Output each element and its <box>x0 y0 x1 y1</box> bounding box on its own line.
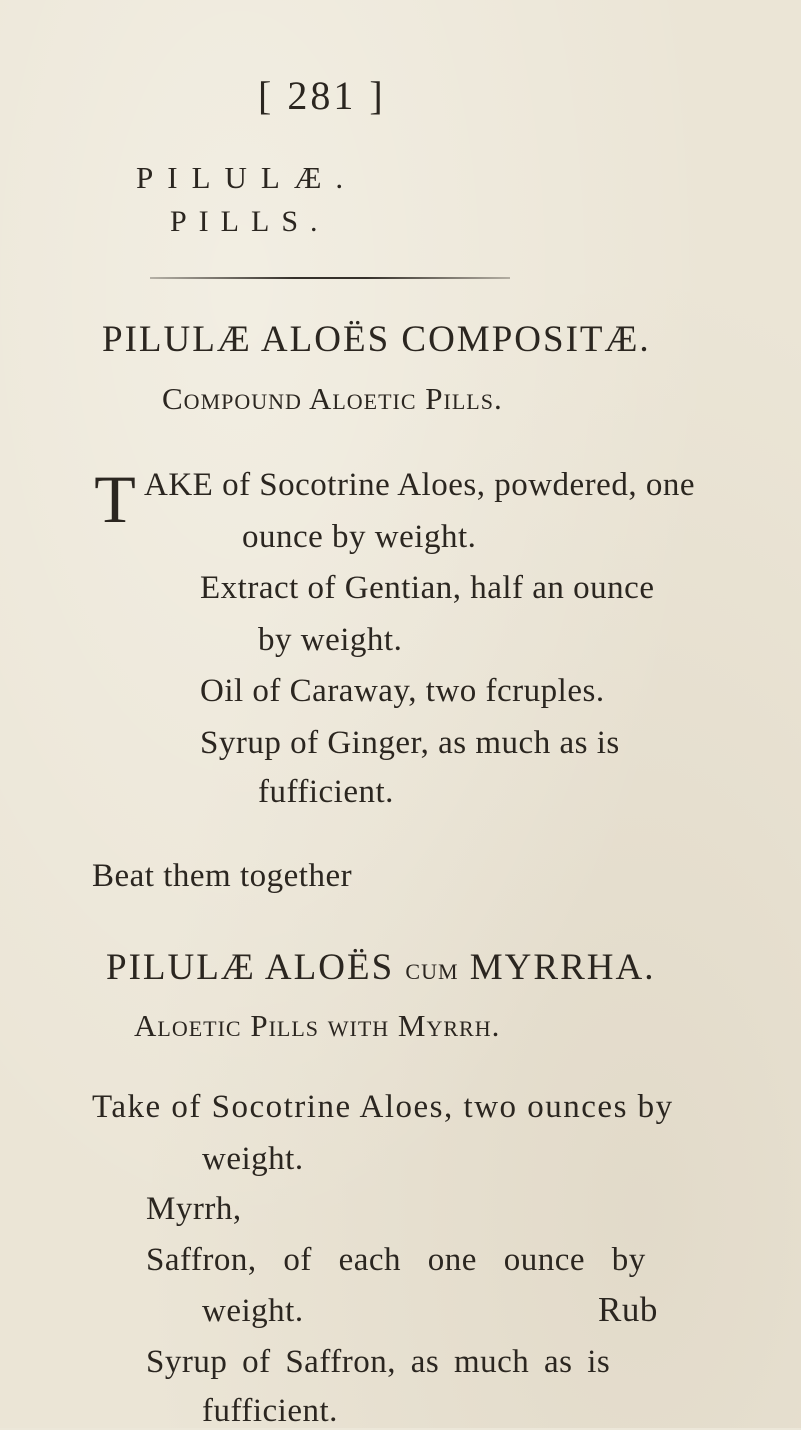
recipe-title: PILULÆ ALOËS COMPOSITÆ. <box>102 319 651 360</box>
recipe-title <box>106 946 655 989</box>
recipe-line: ounce by weight. <box>242 519 477 555</box>
catchword: Rub <box>598 1290 658 1329</box>
recipe-line: Extract of Gentian, half an ounce <box>200 570 655 606</box>
recipe-line: Saffron, of each one ounce by <box>146 1242 646 1278</box>
recipe-line: weight. <box>202 1293 304 1329</box>
recipe-subtitle: Compound Aloetic Pills. <box>162 381 503 416</box>
section-heading-english: PILLS. <box>170 205 330 238</box>
recipe-line: Syrup of Saffron, as much as is <box>146 1344 611 1380</box>
recipe-direction: Beat them together <box>92 858 353 894</box>
divider-rule <box>150 277 510 279</box>
recipe-line: AKE of Socotrine Aloes, powdered, one <box>144 467 695 503</box>
page-number: [ 281 ] <box>258 73 386 118</box>
recipe-line: Myrrh, <box>146 1191 242 1227</box>
recipe-line: fufficient. <box>258 774 394 810</box>
recipe-line: Take of Socotrine Aloes, two ounces by <box>92 1089 674 1125</box>
recipe-line: weight. <box>202 1141 304 1177</box>
section-heading-latin: PILULÆ. <box>136 160 358 195</box>
recipe-line: Oil of Caraway, two fcruples. <box>200 673 605 709</box>
recipe-title-main: PILULÆ ALOËS <box>106 947 395 988</box>
recipe-line: Syrup of Ginger, as much as is <box>200 725 620 761</box>
drop-cap: T <box>94 461 136 537</box>
recipe-title-end: MYRRHA. <box>469 947 656 988</box>
recipe-line: by weight. <box>258 622 403 658</box>
recipe-line: fufficient. <box>202 1393 338 1429</box>
recipe-title-cum: CUM <box>405 959 459 984</box>
recipe-subtitle: Aloetic Pills with Myrrh. <box>134 1008 501 1043</box>
